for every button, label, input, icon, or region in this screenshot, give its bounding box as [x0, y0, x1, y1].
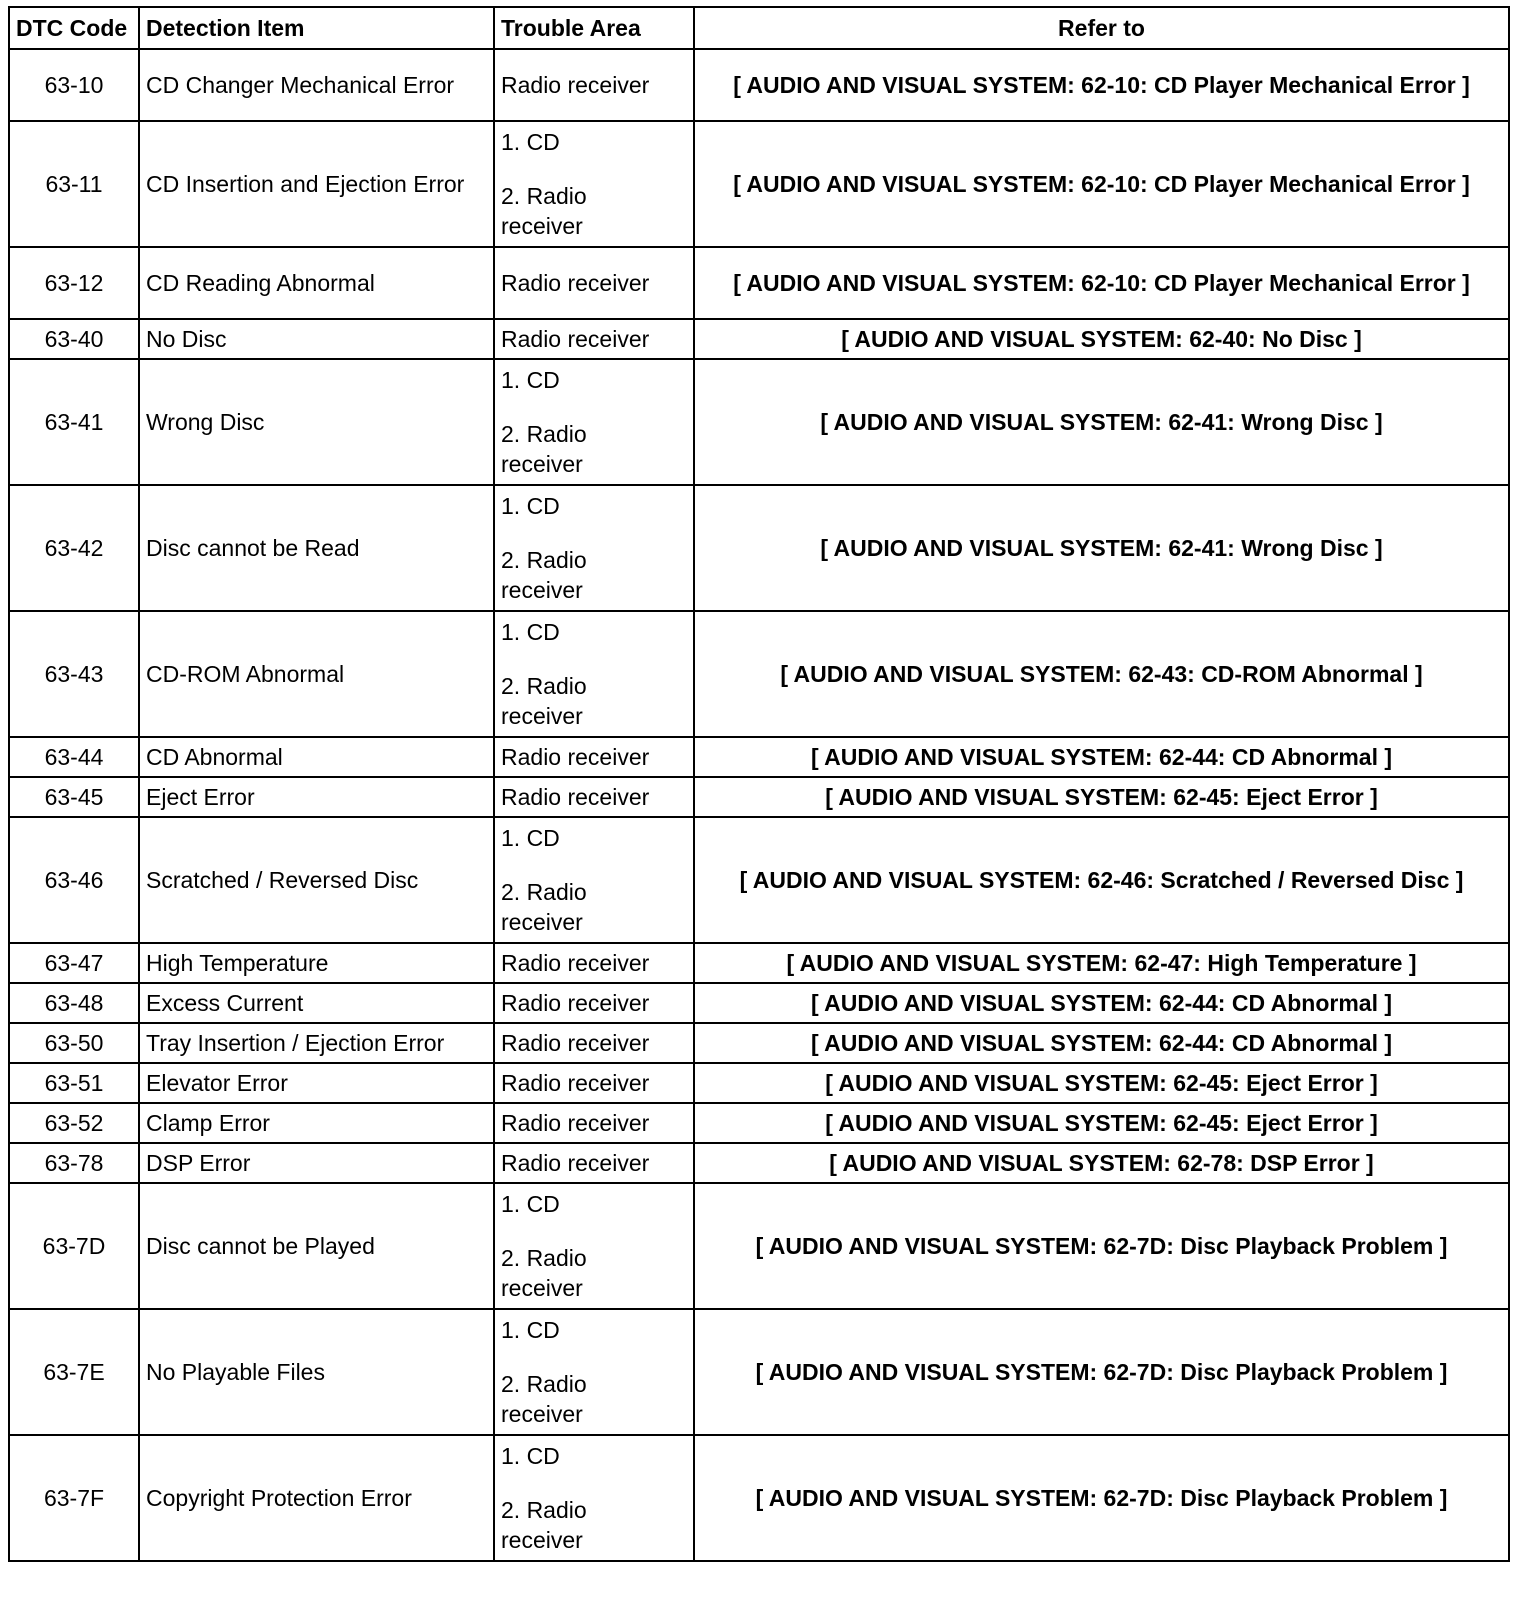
trouble-area-line: 2. Radio receiver	[501, 673, 587, 729]
trouble-area-line: Radio receiver	[501, 990, 650, 1016]
table-row	[9, 943, 1509, 983]
refer-to-cell: [ AUDIO AND VISUAL SYSTEM: 62-10: CD Player Mechanical Error ]	[694, 121, 1509, 247]
table-row	[9, 1435, 1509, 1561]
dtc-code-cell: 63-7F	[9, 1435, 139, 1561]
table-row	[9, 737, 1509, 777]
detection-item-cell: Excess Current	[139, 983, 494, 1023]
trouble-area-line: Radio receiver	[501, 1030, 650, 1056]
trouble-area-cell	[494, 611, 694, 737]
table-row	[9, 611, 1509, 737]
dtc-code-cell: 63-10	[9, 49, 139, 121]
detection-item-cell: No Disc	[139, 319, 494, 359]
refer-to-cell: [ AUDIO AND VISUAL SYSTEM: 62-41: Wrong Disc ]	[694, 485, 1509, 611]
trouble-area-cell	[494, 817, 694, 943]
detection-item-cell: CD-ROM Abnormal	[139, 611, 494, 737]
refer-to-cell: [ AUDIO AND VISUAL SYSTEM: 62-44: CD Abnormal ]	[694, 737, 1509, 777]
trouble-area-line: Radio receiver	[501, 326, 650, 352]
refer-to-cell: [ AUDIO AND VISUAL SYSTEM: 62-10: CD Player Mechanical Error ]	[694, 247, 1509, 319]
dtc-code-cell: 63-45	[9, 777, 139, 817]
trouble-area-line: 2. Radio receiver	[501, 183, 587, 239]
detection-item-cell: Scratched / Reversed Disc	[139, 817, 494, 943]
trouble-area-line: Radio receiver	[501, 744, 650, 770]
trouble-area-cell	[494, 1435, 694, 1561]
trouble-area-cell	[494, 247, 694, 319]
table-row	[9, 247, 1509, 319]
table-row	[9, 485, 1509, 611]
trouble-area-line: Radio receiver	[501, 270, 650, 296]
detection-item-cell: CD Changer Mechanical Error	[139, 49, 494, 121]
trouble-area-cell	[494, 359, 694, 485]
detection-item-cell: Wrong Disc	[139, 359, 494, 485]
refer-to-cell: [ AUDIO AND VISUAL SYSTEM: 62-78: DSP Error ]	[694, 1143, 1509, 1183]
trouble-area-cell	[494, 1143, 694, 1183]
detection-item-cell: Clamp Error	[139, 1103, 494, 1143]
table-row	[9, 983, 1509, 1023]
trouble-area-line: 2. Radio receiver	[501, 1497, 587, 1553]
trouble-area-cell	[494, 49, 694, 121]
trouble-area-cell	[494, 1309, 694, 1435]
dtc-code-cell: 63-52	[9, 1103, 139, 1143]
detection-item-cell: Eject Error	[139, 777, 494, 817]
trouble-area-cell	[494, 1183, 694, 1309]
trouble-area-line: 2. Radio receiver	[501, 547, 587, 603]
refer-to-cell: [ AUDIO AND VISUAL SYSTEM: 62-40: No Disc ]	[694, 319, 1509, 359]
trouble-area-cell	[494, 777, 694, 817]
refer-to-cell: [ AUDIO AND VISUAL SYSTEM: 62-44: CD Abnormal ]	[694, 1023, 1509, 1063]
trouble-area-line: 1. CD	[501, 1317, 560, 1343]
refer-to-cell: [ AUDIO AND VISUAL SYSTEM: 62-7D: Disc Playback Problem ]	[694, 1309, 1509, 1435]
refer-to-cell: [ AUDIO AND VISUAL SYSTEM: 62-47: High Temperature ]	[694, 943, 1509, 983]
refer-to-cell: [ AUDIO AND VISUAL SYSTEM: 62-43: CD-ROM Abnormal ]	[694, 611, 1509, 737]
table-row	[9, 1183, 1509, 1309]
detection-item-cell: Disc cannot be Played	[139, 1183, 494, 1309]
table-row	[9, 1063, 1509, 1103]
refer-to-cell: [ AUDIO AND VISUAL SYSTEM: 62-44: CD Abnormal ]	[694, 983, 1509, 1023]
trouble-area-line: Radio receiver	[501, 1070, 650, 1096]
detection-item-cell: DSP Error	[139, 1143, 494, 1183]
dtc-code-cell: 63-42	[9, 485, 139, 611]
detection-item-cell: Disc cannot be Read	[139, 485, 494, 611]
table-row	[9, 1309, 1509, 1435]
table-row	[9, 121, 1509, 247]
dtc-code-cell: 63-47	[9, 943, 139, 983]
refer-to-cell: [ AUDIO AND VISUAL SYSTEM: 62-46: Scratched / Reversed Disc ]	[694, 817, 1509, 943]
dtc-code-cell: 63-40	[9, 319, 139, 359]
trouble-area-cell	[494, 121, 694, 247]
dtc-code-cell: 63-50	[9, 1023, 139, 1063]
dtc-code-cell: 63-48	[9, 983, 139, 1023]
header-refer-to: Refer to	[694, 7, 1509, 49]
trouble-area-cell	[494, 943, 694, 983]
table-row	[9, 777, 1509, 817]
trouble-area-line: 1. CD	[501, 367, 560, 393]
table-row	[9, 1103, 1509, 1143]
header-detection-item: Detection Item	[139, 7, 494, 49]
trouble-area-cell	[494, 1103, 694, 1143]
table-header-row	[9, 7, 1509, 49]
refer-to-cell: [ AUDIO AND VISUAL SYSTEM: 62-7D: Disc Playback Problem ]	[694, 1183, 1509, 1309]
trouble-area-cell	[494, 1023, 694, 1063]
trouble-area-line: Radio receiver	[501, 1110, 650, 1136]
dtc-code-cell: 63-46	[9, 817, 139, 943]
trouble-area-line: 1. CD	[501, 493, 560, 519]
trouble-area-cell	[494, 319, 694, 359]
trouble-area-line: Radio receiver	[501, 1150, 650, 1176]
trouble-area-line: 2. Radio receiver	[501, 421, 587, 477]
header-trouble-area: Trouble Area	[494, 7, 694, 49]
table-row	[9, 49, 1509, 121]
trouble-area-cell	[494, 983, 694, 1023]
dtc-code-cell: 63-7E	[9, 1309, 139, 1435]
refer-to-cell: [ AUDIO AND VISUAL SYSTEM: 62-10: CD Player Mechanical Error ]	[694, 49, 1509, 121]
trouble-area-cell	[494, 737, 694, 777]
trouble-area-line: 1. CD	[501, 619, 560, 645]
dtc-table	[8, 6, 1510, 1562]
dtc-code-cell: 63-44	[9, 737, 139, 777]
trouble-area-cell	[494, 1063, 694, 1103]
trouble-area-line: 2. Radio receiver	[501, 1371, 587, 1427]
detection-item-cell: Copyright Protection Error	[139, 1435, 494, 1561]
trouble-area-line: 2. Radio receiver	[501, 879, 587, 935]
table-row	[9, 319, 1509, 359]
dtc-code-cell: 63-43	[9, 611, 139, 737]
trouble-area-line: 1. CD	[501, 825, 560, 851]
table-row	[9, 817, 1509, 943]
trouble-area-line: 1. CD	[501, 129, 560, 155]
refer-to-cell: [ AUDIO AND VISUAL SYSTEM: 62-45: Eject Error ]	[694, 777, 1509, 817]
refer-to-cell: [ AUDIO AND VISUAL SYSTEM: 62-7D: Disc Playback Problem ]	[694, 1435, 1509, 1561]
detection-item-cell: CD Reading Abnormal	[139, 247, 494, 319]
detection-item-cell: High Temperature	[139, 943, 494, 983]
header-dtc-code: DTC Code	[9, 7, 139, 49]
table-row	[9, 1143, 1509, 1183]
detection-item-cell: No Playable Files	[139, 1309, 494, 1435]
trouble-area-cell	[494, 485, 694, 611]
trouble-area-line: 2. Radio receiver	[501, 1245, 587, 1301]
detection-item-cell: CD Abnormal	[139, 737, 494, 777]
dtc-code-cell: 63-41	[9, 359, 139, 485]
trouble-area-line: Radio receiver	[501, 72, 650, 98]
refer-to-cell: [ AUDIO AND VISUAL SYSTEM: 62-41: Wrong Disc ]	[694, 359, 1509, 485]
dtc-code-cell: 63-7D	[9, 1183, 139, 1309]
table-row	[9, 1023, 1509, 1063]
table-body	[9, 49, 1509, 1561]
table-row	[9, 359, 1509, 485]
trouble-area-line: Radio receiver	[501, 950, 650, 976]
dtc-code-cell: 63-51	[9, 1063, 139, 1103]
detection-item-cell: Elevator Error	[139, 1063, 494, 1103]
detection-item-cell: CD Insertion and Ejection Error	[139, 121, 494, 247]
trouble-area-line: 1. CD	[501, 1443, 560, 1469]
refer-to-cell: [ AUDIO AND VISUAL SYSTEM: 62-45: Eject Error ]	[694, 1103, 1509, 1143]
dtc-code-cell: 63-11	[9, 121, 139, 247]
detection-item-cell: Tray Insertion / Ejection Error	[139, 1023, 494, 1063]
trouble-area-line: Radio receiver	[501, 784, 650, 810]
dtc-code-cell: 63-12	[9, 247, 139, 319]
dtc-code-cell: 63-78	[9, 1143, 139, 1183]
refer-to-cell: [ AUDIO AND VISUAL SYSTEM: 62-45: Eject Error ]	[694, 1063, 1509, 1103]
trouble-area-line: 1. CD	[501, 1191, 560, 1217]
